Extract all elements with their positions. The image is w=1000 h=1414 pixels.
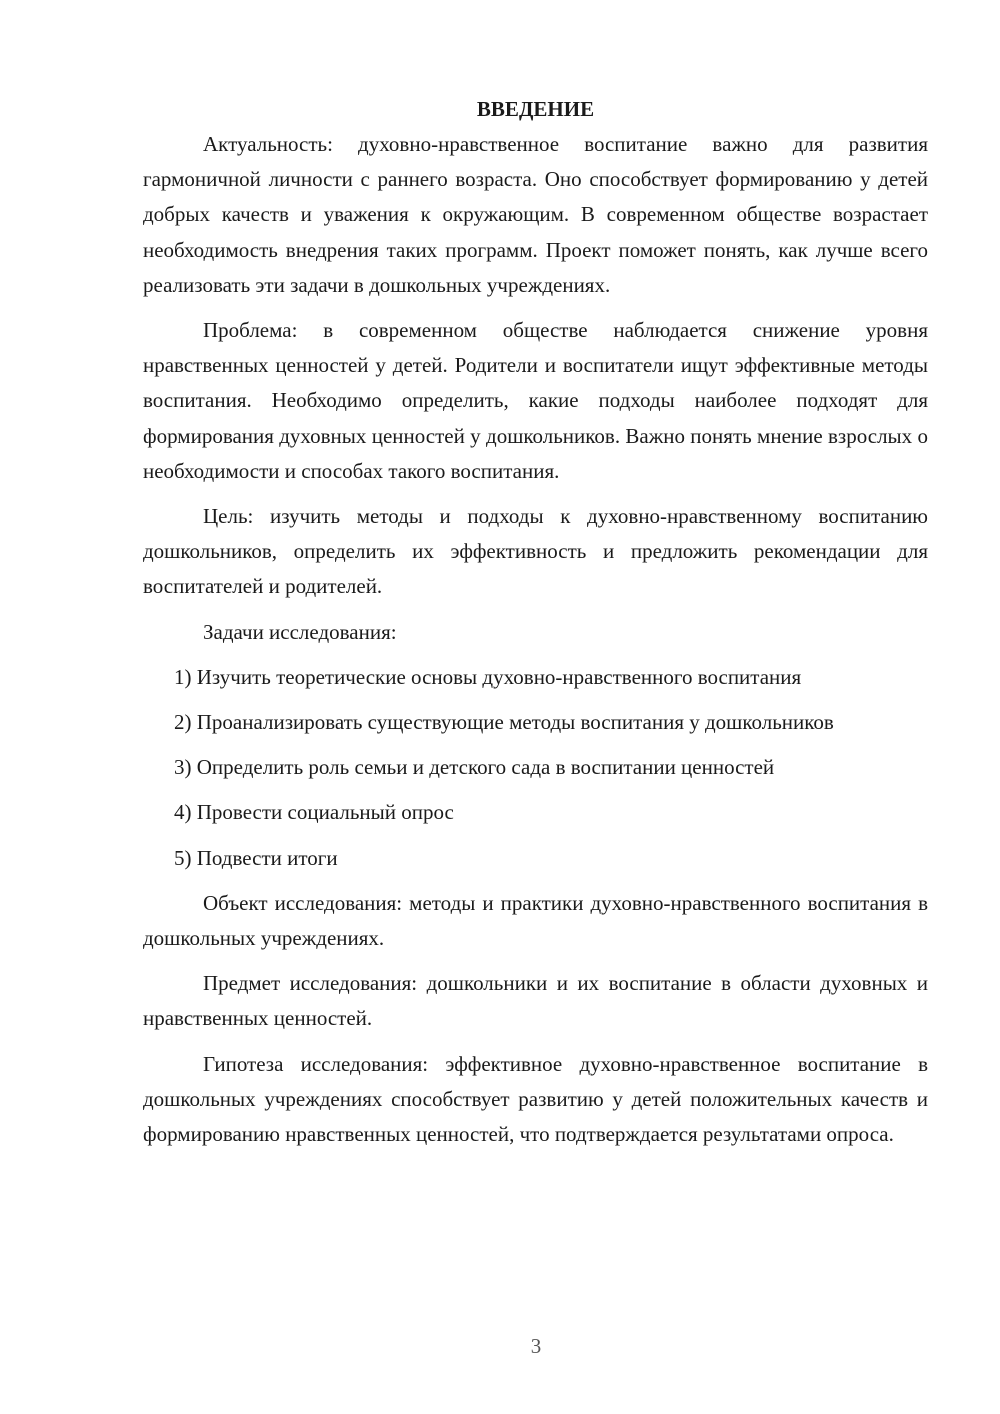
object-paragraph: Объект исследования: методы и практики духовно-нравственного воспитания в дошкольных учреждениях. bbox=[143, 890, 928, 951]
tasks-heading: Задачи исследования: bbox=[203, 619, 397, 644]
section-heading: ВВЕДЕНИЕ bbox=[476, 97, 595, 121]
task-item: 4) Провести социальный опрос bbox=[174, 800, 454, 825]
task-item: 1) Изучить теоретические основы духовно-нравственного воспитания bbox=[174, 664, 802, 689]
subject-paragraph: Предмет исследования: дошкольники и их воспитание в области духовных и нравственных ценностей. bbox=[143, 971, 928, 1031]
hypothesis-paragraph: Гипотеза исследования: эффективное духовно-нравственное воспитание в дошкольных учреждениях способствует развитию у детей положительных качеств и формированию нравственных ценностей, что подтверждается результатами опроса. bbox=[143, 1051, 928, 1147]
page-number: 3 bbox=[530, 1334, 542, 1358]
goal-paragraph: Цель: изучить методы и подходы к духовно-нравственному воспитанию дошкольников, определить их эффективность и предложить рекомендации для воспитателей и родителей. bbox=[143, 504, 928, 599]
document-page bbox=[143, 92, 928, 1162]
relevance-paragraph: Актуальность: духовно-нравственное воспитание важно для развития гармоничной личности с раннего возраста. Оно способствует формированию у детей добрых качеств и уважения к окружающим. В современном обществе возрастает необходимость внедрения таких программ. Проект поможет понять, как лучше всего реализовать эти задачи в дошкольных учреждениях. bbox=[143, 132, 928, 297]
problem-paragraph: Проблема: в современном обществе наблюдается снижение уровня нравственных ценностей у детей. Родители и воспитатели ищут эффективные методы воспитания. Необходимо определить, какие подходы наиболее подходят для формирования духовных ценностей у дошкольников. Важно понять мнение взрослых о необходимости и способах такого воспитания. bbox=[143, 318, 928, 483]
task-item: 3) Определить роль семьи и детского сада в воспитании ценностей bbox=[174, 755, 775, 780]
task-item: 2) Проанализировать существующие методы воспитания у дошкольников bbox=[174, 710, 834, 735]
task-item: 5) Подвести итоги bbox=[174, 845, 338, 870]
